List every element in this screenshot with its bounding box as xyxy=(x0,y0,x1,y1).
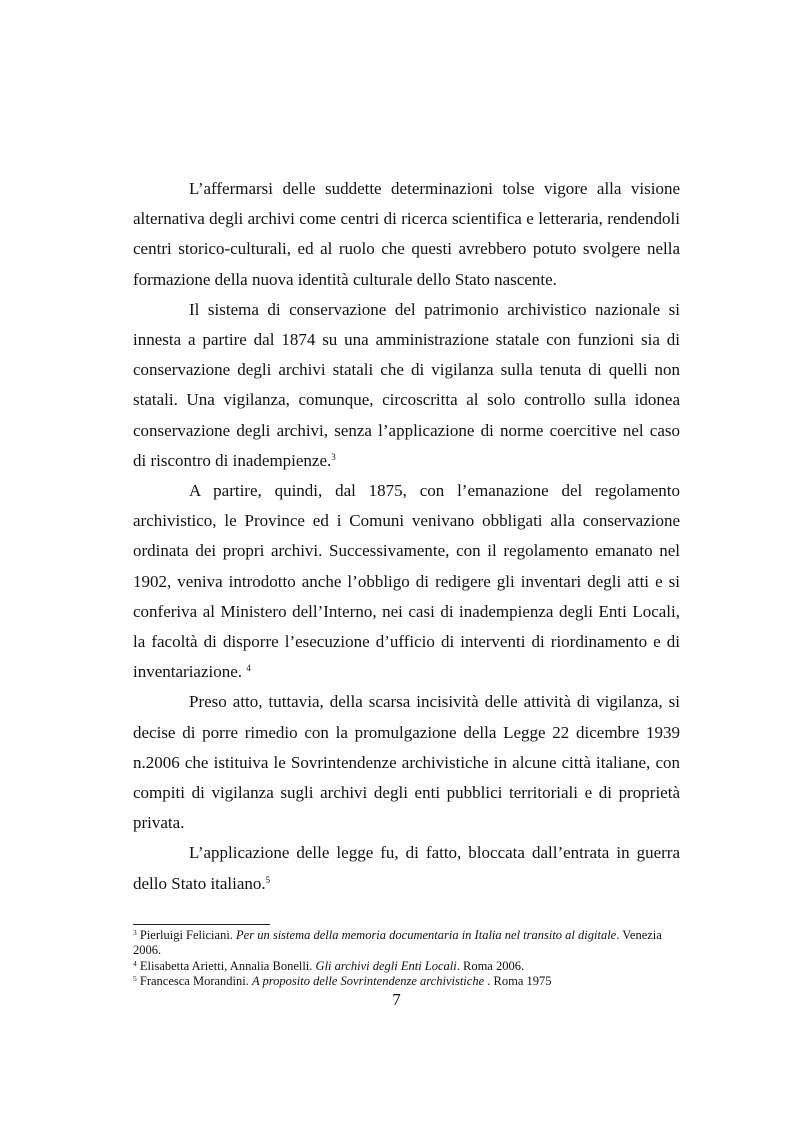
footnotes xyxy=(133,928,680,990)
footnote-title: Per un sistema della memoria documentaria in Italia nel transito al digitale xyxy=(236,928,617,942)
footnote-ref: 5 xyxy=(265,874,271,885)
paragraph: A partire, quindi, dal 1875, con l’emanazione del regolamento archivistico, le Province ed i Comuni venivano obbligati alla conservazione ordinata dei propri archivi. Successivamente, con il regolamento emanato nel 1902, veniva introdotto anche l’obbligo di redigere gli inventari degli atti e si conferiva al Ministero dell’Interno, nei casi di inadempienza degli Enti Locali, la facoltà di disporre l’esecuzione d’ufficio di interventi di riordinamento e di inventariazione. $^4$ xyxy=(133,481,680,682)
footnote-title: Gli archivi degli Enti Locali xyxy=(315,958,457,973)
footnote: $^5$ Francesca Morandini. A proposito delle Sovrintendenze archivistiche . Roma 1975 xyxy=(133,974,552,989)
footnote-number: 3 xyxy=(133,928,137,937)
footnote-ref: 4 xyxy=(246,663,251,674)
body-text xyxy=(133,174,680,899)
footnote: $^3$ Pierluigi Feliciani. Per un sistema della memoria documentaria in Italia nel transito al digitale. Venezia 2006. xyxy=(133,928,662,958)
page-number: 7 xyxy=(392,990,401,1009)
paragraph: L’affermarsi delle suddette determinazioni tolse vigore alla visione alternativa degli archivi come centri di ricerca scientifica e letteraria, rendendoli centri storico-culturali, ed al ruolo che questi avrebbero potuto svolgere nella formazione della nuova identità culturale dello Stato nascente. xyxy=(133,179,680,289)
footnote-ref: 3 xyxy=(331,451,336,462)
paragraph: Preso atto, tuttavia, della scarsa incisività delle attività di vigilanza, si decise di porre rimedio con la promulgazione della Legge 22 dicembre 1939 n.2006 che istituiva le Sovrintendenze archivistiche in alcune città italiane, con compiti di vigilanza sugli archivi degli enti pubblici territoriali e di proprietà privata. xyxy=(133,692,680,833)
paragraph: L’applicazione delle legge fu, di fatto, bloccata dall’entrata in guerra dello Stato italiano.$^5$ xyxy=(133,843,680,893)
footnote-title: A proposito delle Sovrintendenze archivistiche xyxy=(252,974,485,989)
footnote: $^4$ Elisabetta Arietti, Annalia Bonelli. Gli archivi degli Enti Locali. Roma 2006. xyxy=(133,958,525,973)
footnote-number: 5 xyxy=(133,974,137,984)
footnote-separator xyxy=(133,924,270,925)
paragraph: Il sistema di conservazione del patrimonio archivistico nazionale si innesta a partire dal 1874 su una amministrazione statale con funzioni sia di conservazione degli archivi statali che di vigilanza sulla tenuta di quelli non statali. Una vigilanza, comunque, circoscritta al solo controllo sulla idonea conservazione degli archivi, senza l’applicazione di norme coercitive nel caso di riscontro di inadempienze.$^3$ xyxy=(133,299,680,470)
footnote-number: 4 xyxy=(133,958,137,968)
